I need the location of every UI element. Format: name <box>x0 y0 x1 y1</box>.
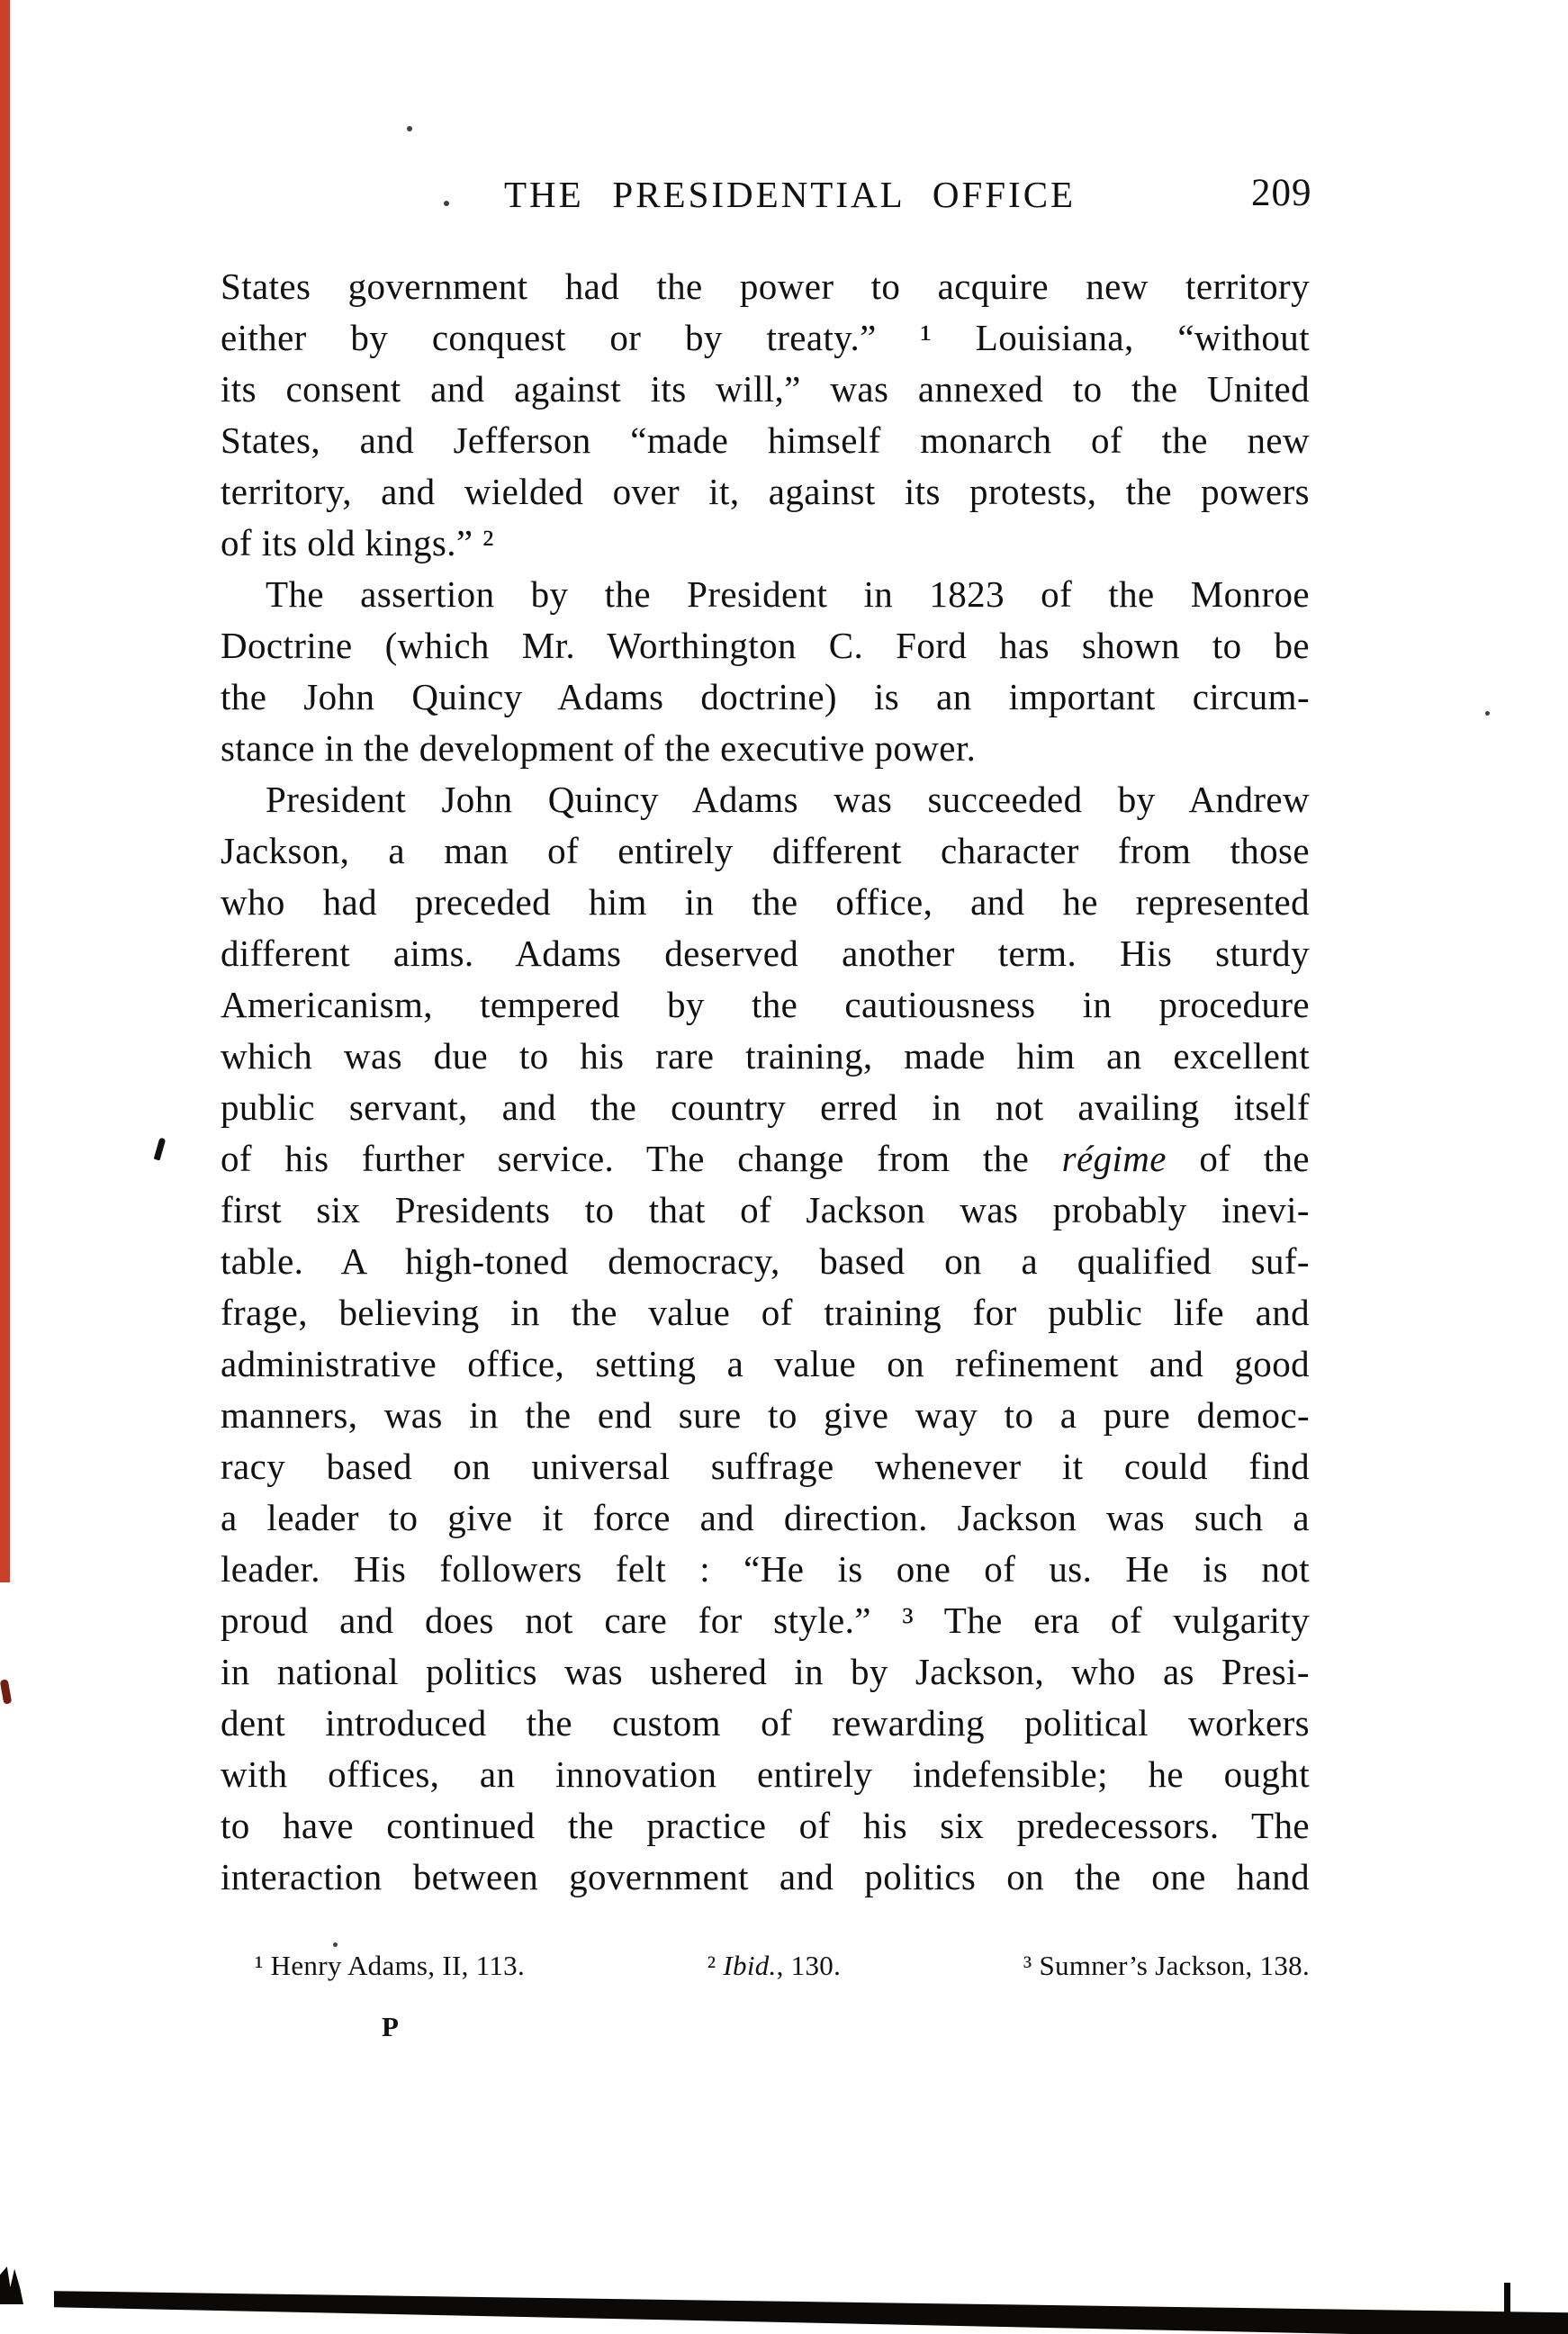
ink-speck <box>1485 711 1490 716</box>
text-line: to have continued the practice of his six predecessors. The <box>221 1805 1310 1846</box>
text-line: different aims. Adams deserved another term. His sturdy <box>221 933 1310 974</box>
text-line: a leader to give it force and direction. Jackson was such a <box>221 1497 1310 1538</box>
text-line: in national politics was ushered in by Jackson, who as Presi- <box>221 1651 1310 1692</box>
text-line: stance in the development of the executive power. <box>221 727 977 769</box>
text-line: manners, was in the end sure to give way to a pure democ- <box>221 1394 1310 1436</box>
text-line: public servant, and the country erred in not availing itself <box>221 1086 1310 1128</box>
scan-edge-stripe <box>0 0 10 1582</box>
text-line: States, and Jefferson “made himself monarch of the new <box>221 419 1310 461</box>
footnote: ² Ibid., 130. <box>707 1950 842 1981</box>
scan-corner-blob <box>0 2266 23 2304</box>
text-line: table. A high-toned democracy, based on a qualified suf- <box>221 1240 1310 1282</box>
text-line: President John Quincy Adams was succeeded by Andrew <box>266 779 1310 820</box>
text-line: frage, believing in the value of training for public life and <box>221 1292 1310 1333</box>
scan-margin-tick <box>154 1138 167 1161</box>
ink-speck <box>333 1942 338 1947</box>
text-line: which was due to his rare training, made him an excellent <box>221 1035 1310 1077</box>
text-line: who had preceded him in the office, and he represented <box>221 881 1310 923</box>
text-line: proud and does not care for style.” ³ The era of vulgarity <box>221 1600 1310 1641</box>
text-line: the John Quincy Adams doctrine) is an important circum- <box>221 676 1310 717</box>
text-line: either by conquest or by treaty.” ¹ Louisiana, “without <box>221 317 1310 358</box>
text-line: dent introduced the custom of rewarding political workers <box>221 1702 1310 1744</box>
page-title: THE PRESIDENTIAL OFFICE <box>504 174 1077 215</box>
text-line: interaction between government and politics on the one hand <box>221 1856 1310 1897</box>
footnotes <box>255 1950 1310 1982</box>
ink-speck <box>407 126 412 131</box>
body-text <box>221 261 1310 1903</box>
text-line: its consent and against its will,” was annexed to the United <box>221 368 1310 410</box>
scan-right-hook <box>1504 2283 1510 2329</box>
text-line: leader. His followers felt : “He is one of us. He is not <box>221 1548 1310 1590</box>
text-line: of his further service. The change from the régime of the <box>221 1138 1310 1179</box>
footnote: ¹ Henry Adams, II, 113. <box>255 1950 526 1981</box>
footnote: ³ Sumner’s Jackson, 138. <box>1023 1950 1310 1981</box>
text-line: Jackson, a man of entirely different character from those <box>221 830 1310 871</box>
text-line: administrative office, setting a value on refinement and good <box>221 1343 1310 1384</box>
scan-red-tick <box>0 1679 12 1704</box>
printer-signature: P <box>382 2011 400 2042</box>
scan-gutter-bar <box>54 2284 1568 2334</box>
ink-speck <box>444 201 449 206</box>
text-line: of its old kings.” ² <box>221 522 494 563</box>
text-line: first six Presidents to that of Jackson was probably inevi- <box>221 1189 1310 1230</box>
text-line: with offices, an innovation entirely indefensible; he ought <box>221 1753 1310 1795</box>
page-number: 209 <box>1251 172 1312 214</box>
running-header <box>0 0 1568 234</box>
text-line: Americanism, tempered by the cautiousness in procedure <box>221 984 1310 1025</box>
text-line: territory, and wielded over it, against its protests, the powers <box>221 471 1310 512</box>
text-line: Doctrine (which Mr. Worthington C. Ford has shown to be <box>221 625 1310 666</box>
text-line: The assertion by the President in 1823 of the Monroe <box>266 573 1310 615</box>
text-line: States government had the power to acquire new territory <box>221 266 1310 307</box>
text-line: racy based on universal suffrage whenever it could find <box>221 1446 1310 1487</box>
